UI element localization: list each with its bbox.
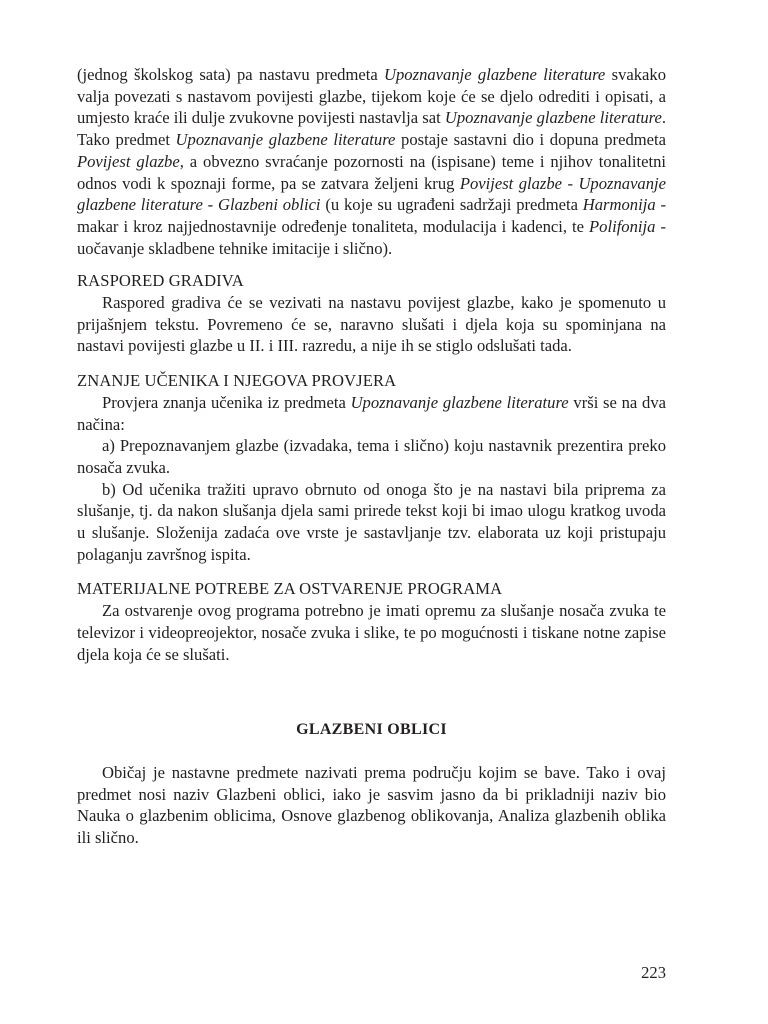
glazbeni-oblici-body: Običaj je nastavne predmete nazivati prema području kojim se bave. Tako i ovaj predmet nosi naziv Glazbeni oblici, iako je sasvim jasno da bi prikladniji naziv bio Nauka o glazbenim oblicima, Osnove glazbenog oblikovanja, Analiza glazbenih oblika ili slično. (77, 762, 666, 848)
intro-text-segment: postaje sastavni dio i dopuna predmeta (395, 130, 666, 150)
znanje-intro-before: Provjera znanja učenika iz predmeta (102, 392, 351, 412)
intro-italic-segment: Polifonija (589, 216, 656, 236)
intro-italic-segment: Povijest glazbe - Upoznavanje glazbene literature - Glazbeni oblici (77, 173, 667, 215)
intro-paragraph (77, 64, 666, 259)
znanje-item-a: a) Prepoznavanjem glazbe (izvadaka, tema i slično) koju nastavnik prezentira preko nosača zvuka. (77, 436, 666, 477)
materijalne-body: Za ostvarenje ovog programa potrebno je imati opremu za slušanje nosača zvuka te televizor i videopreojektor, nosače zvuka i slike, te po mogućnosti i tiskane notne zapise djela koja će se slušati. (77, 601, 666, 664)
intro-text-segment: (u koje su ugrađeni sadržaji predmeta (320, 195, 583, 215)
intro-italic-segment: Upoznavanje glazbene literature (175, 130, 396, 150)
raspored-body: Raspored gradiva će se vezivati na nastavu povijest glazbe, kako je spomenuto u prijašnjem tekstu. Povremeno će se, naravno slušati i djela koja su spominjana na nastavi povijesti glazbe u II. i III. razredu, a nije ih se stiglo odslušati tada. (77, 293, 666, 356)
page-number: 223 (641, 963, 666, 982)
materijalne-heading: MATERIJALNE POTREBE ZA OSTVARENJE PROGRAMA (77, 579, 503, 599)
intro-italic-segment: Upoznavanje glazbene literature (384, 65, 606, 84)
raspored-heading: RASPORED GRADIVA (77, 271, 244, 291)
intro-italic-segment: Povijest glazbe (77, 151, 180, 171)
intro-text-segment: . Tako predmet (77, 108, 666, 150)
znanje-intro-subject: Upoznavanje glazbene literature (350, 392, 569, 412)
intro-text-segment: (jednog školskog sata) pa nastavu predmeta (77, 65, 385, 84)
intro-italic-segment: Upoznavanje glazbene literature (444, 108, 662, 128)
znanje-intro-after: vrši se na dva načina: (77, 392, 666, 434)
znanje-intro (77, 392, 666, 435)
intro-text-segment: , a obvezno svraćanje pozornosti na (ispisane) teme i njihov tonalitetni odnos vodi k spoznaji forme, pa se zatvara željeni krug (77, 151, 666, 193)
znanje-heading: ZNANJE UČENIKA I NJEGOVA PROVJERA (77, 371, 397, 391)
glazbeni-oblici-title: GLAZBENI OBLICI (296, 721, 447, 739)
intro-text-segment: svakako valja povezati s nastavom povijesti glazbe, tijekom koje će se djelo odrediti i opisati, a umjesto kraće ili dulje zvukovne povijesti nastavlja sat (77, 65, 666, 128)
znanje-item-b: b) Od učenika tražiti upravo obrnuto od onoga što je na nastavi bila priprema za slušanje, tj. da nakon slušanja djela sami prirede tekst koji bi imao ulogu kratkog uvoda u slušanje. Složenija zadaća ove vrste je sastavljanje tzv. elaborata uz koji pristupaju polaganju završnog ispita. (77, 479, 666, 564)
intro-italic-segment: Harmonija (582, 195, 656, 215)
intro-text-segment: - uočavanje skladbene tehnike imitacije i slično). (77, 216, 666, 258)
document-page (77, 64, 666, 849)
intro-text-segment: - makar i kroz najjednostavnije određenje tonaliteta, modulacija i kadenci, te (77, 195, 666, 236)
